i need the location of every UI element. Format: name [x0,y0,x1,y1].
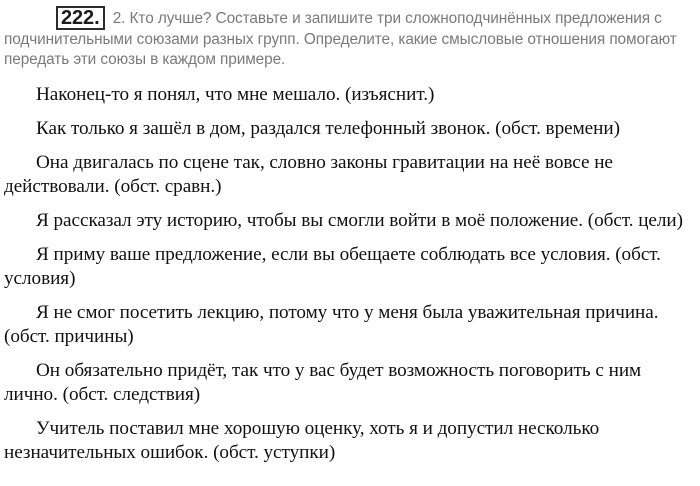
exercise-task [4,6,696,70]
answer-list [4,83,696,465]
answer-sentence-1: Наконец-то я понял, что мне мешало. (изъяснит.) [36,84,435,105]
answer-sentence-5: Я приму ваше предложение, если вы обещаете соблюдать все условия. (обст. условия) [4,244,661,289]
answer-sentence-7: Он обязательно придёт, так что у вас будет возможность поговорить с ним лично. (обст. следствия) [4,360,642,405]
exercise-prompt: Кто лучше? Составьте и запишите три сложноподчинённых предложения с подчинительными союзами разных групп. Определите, какие смысловые отношения помогают передать эти союзы в каждом примере. [4,10,677,68]
answer-sentence-6: Я не смог посетить лекцию, потому что у меня была уважительная причина. (обст. причины) [4,302,659,347]
exercise-number: 222. [56,6,105,30]
answer-sentence-4: Я рассказал эту историю, чтобы вы смогли войти в моё положение. (обст. цели) [36,210,683,231]
answer-sentence-3: Она двигалась по сцене так, словно законы гравитации на неё вовсе не действовали. (обст. сравн.) [4,152,613,197]
answer-sentence-8: Учитель поставил мне хорошую оценку, хоть я и допустил несколько незначительных ошибок. (обст. уступки) [4,418,600,463]
exercise-subnumber: 2. [112,10,126,27]
answer-sentence-2: Как только я зашёл в дом, раздался телефонный звонок. (обст. времени) [36,118,620,139]
